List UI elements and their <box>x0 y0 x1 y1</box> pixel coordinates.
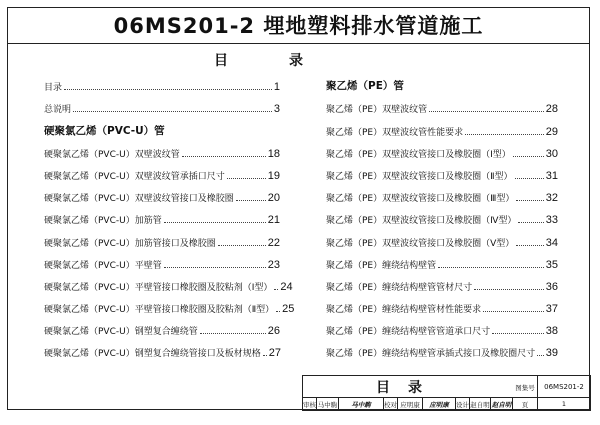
title-band <box>7 7 590 44</box>
checker-name: 应明康 <box>398 398 423 410</box>
toc-right-column <box>326 71 558 359</box>
toc-entry-page: 30 <box>545 147 558 160</box>
toc-entry <box>44 138 280 160</box>
reviewer-signature: 马中駒 <box>339 398 384 410</box>
toc-entry-label: 聚乙烯（PE）双壁波纹管接口及橡胶圈（Ⅲ型） <box>326 191 516 204</box>
toc-entry <box>44 315 280 337</box>
toc-entry <box>44 160 280 182</box>
toc-entry-label: 聚乙烯（PE）缠绕结构壁管材性能要求 <box>326 302 483 315</box>
leader-dots <box>474 289 544 290</box>
toc-entry-page: 1 <box>273 81 280 94</box>
toc-entry-page: 20 <box>267 192 280 205</box>
review-label: 审核 <box>303 398 317 410</box>
toc-entry <box>326 293 558 315</box>
toc-entry <box>326 226 558 248</box>
toc-entry-page: 18 <box>267 147 280 160</box>
toc-entry <box>44 182 280 204</box>
toc-entry-label: 聚乙烯（PE）缠绕结构壁管承插式接口及橡胶圈尺寸 <box>326 346 537 359</box>
toc-entry-label: 硬聚氯乙烯（PVC-U）平壁管接口橡胶圈及胶粘剂（Ⅱ型） <box>44 302 276 315</box>
toc-entry-label: 硬聚氯乙烯（PVC-U）加筋管接口及橡胶圈 <box>44 236 218 249</box>
toc-entry-label: 聚乙烯（PE）双壁波纹管接口及橡胶圈（Ⅳ型） <box>326 213 518 226</box>
checker-signature: 应明康 <box>423 398 456 410</box>
leader-dots <box>438 267 544 268</box>
toc-entry-label: 聚乙烯（PE）双壁波纹管性能要求 <box>326 125 465 138</box>
toc-entry-page: 24 <box>280 280 293 293</box>
toc-entry <box>44 271 293 293</box>
toc-entry-label: 硬聚氯乙烯（PVC-U）平壁管接口橡胶圈及胶粘剂（Ⅰ型） <box>44 280 274 293</box>
designer-name: 赵自明 <box>470 398 491 410</box>
title-block <box>302 375 591 411</box>
design-label: 设计 <box>456 398 470 410</box>
toc-entry-page: 26 <box>267 325 280 338</box>
toc-entry-page: 25 <box>282 303 295 316</box>
toc-entry-page: 28 <box>545 103 558 116</box>
toc-entry <box>326 337 558 359</box>
leader-dots <box>182 156 266 157</box>
toc-entry-label: 硬聚氯乙烯（PVC-U）平壁管 <box>44 258 164 271</box>
leader-dots <box>513 156 544 157</box>
toc-heading-right: 录 <box>289 53 303 69</box>
leader-dots <box>492 333 544 334</box>
toc-entry <box>326 182 558 204</box>
title-block-sheet-title: 目录 <box>303 376 513 398</box>
leader-dots <box>164 267 266 268</box>
toc-entry-label: 聚乙烯（PE）缠绕结构壁管 <box>326 258 438 271</box>
toc-entry-page: 33 <box>545 214 558 227</box>
leader-dots <box>483 311 544 312</box>
leader-dots <box>515 178 544 179</box>
toc-entry <box>326 160 558 182</box>
toc-entry-label: 总说明 <box>44 102 73 115</box>
toc-entry <box>326 138 558 160</box>
toc-entry-label: 聚乙烯（PE）双壁波纹管接口及橡胶圈（Ⅰ型） <box>326 147 513 160</box>
leader-dots <box>516 245 543 246</box>
leader-dots <box>236 200 266 201</box>
leader-dots <box>218 245 266 246</box>
toc-entry-label: 聚乙烯（PE）双壁波纹管 <box>326 102 429 115</box>
toc-entry <box>326 204 558 226</box>
check-label: 校对 <box>384 398 398 410</box>
toc-left-column <box>44 71 295 360</box>
toc-entry-label: 目录 <box>44 80 64 93</box>
toc-entry-page: 34 <box>545 236 558 249</box>
toc-entry <box>44 93 280 115</box>
toc-entry-page: 32 <box>545 192 558 205</box>
toc-entry-page: 3 <box>273 103 280 116</box>
toc-entry-page: 19 <box>267 169 280 182</box>
leader-dots <box>537 355 544 356</box>
document-title: 06MS201-2 埋地塑料排水管道施工 <box>113 14 484 38</box>
leader-dots <box>164 222 266 223</box>
toc-entry-page: 36 <box>545 280 558 293</box>
toc-entry-page: 35 <box>545 258 558 271</box>
atlas-no-value: 06MS201-2 <box>544 383 584 391</box>
toc-entry-label: 聚乙烯（PE）缠绕结构壁管管材尺寸 <box>326 280 474 293</box>
toc-entry-page: 39 <box>545 347 558 360</box>
toc-entry <box>326 271 558 293</box>
toc-entry-label: 硬聚氯乙烯（PVC-U）钢塑复合缠绕管接口及板材规格 <box>44 346 263 359</box>
toc-entry <box>44 71 280 93</box>
toc-entry-label: 聚乙烯（PE）缠绕结构壁管管道承口尺寸 <box>326 324 492 337</box>
toc-entry-label: 聚乙烯（PE）管 <box>326 80 404 93</box>
toc-entry-page: 22 <box>267 236 280 249</box>
toc-entry-label: 聚乙烯（PE）双壁波纹管接口及橡胶圈（Ⅱ型） <box>326 169 515 182</box>
toc-entry-label: 硬聚氯乙烯（PVC-U）钢塑复合缠绕管 <box>44 324 200 337</box>
toc-entry-label: 硬聚氯乙烯（PVC-U）双壁波纹管接口及橡胶圈 <box>44 191 236 204</box>
toc-entry-label: 硬聚氯乙烯（PVC-U）双壁波纹管承插口尺寸 <box>44 169 227 182</box>
toc-entry-page: 37 <box>545 303 558 316</box>
toc-entry-label: 硬聚氯乙烯（PVC-U）加筋管 <box>44 213 164 226</box>
toc-entry-page: 31 <box>545 169 558 182</box>
toc-section-heading <box>44 115 280 137</box>
toc-entry-page: 21 <box>267 214 280 227</box>
leader-dots <box>465 134 544 135</box>
toc-entry <box>44 337 280 359</box>
leader-dots <box>73 111 272 112</box>
toc-entry <box>326 93 558 115</box>
toc-heading-left: 目 <box>214 53 228 69</box>
toc-entry <box>326 315 558 337</box>
toc-entry-page: 29 <box>545 125 558 138</box>
toc-entry-page: 38 <box>545 325 558 338</box>
toc-entry-page: 27 <box>268 347 281 360</box>
leader-dots <box>516 200 543 201</box>
toc-entry-label: 硬聚氯乙烯（PVC-U）双壁波纹管 <box>44 147 182 160</box>
toc-entry <box>44 293 295 316</box>
toc-entry <box>326 115 558 137</box>
designer-signature: 赵自明 <box>491 398 513 410</box>
page-label: 页 <box>513 398 538 410</box>
toc-entry <box>326 249 558 271</box>
reviewer-name: 马中駒 <box>317 398 339 410</box>
page-value: 1 <box>561 400 567 408</box>
toc-entry-page: 23 <box>267 258 280 271</box>
toc-entry-label: 聚乙烯（PE）双壁波纹管接口及橡胶圈（Ⅴ型） <box>326 236 516 249</box>
atlas-no-label: 图集号 <box>513 376 538 398</box>
toc-entry <box>44 226 280 248</box>
leader-dots <box>518 222 543 223</box>
toc-entry <box>44 204 280 226</box>
toc-section-heading <box>326 71 558 93</box>
leader-dots <box>429 111 544 112</box>
leader-dots <box>227 178 266 179</box>
leader-dots <box>64 89 272 90</box>
toc-entry-label: 硬聚氯乙烯（PVC-U）管 <box>44 124 165 137</box>
leader-dots <box>200 333 266 334</box>
toc-entry <box>44 249 280 271</box>
